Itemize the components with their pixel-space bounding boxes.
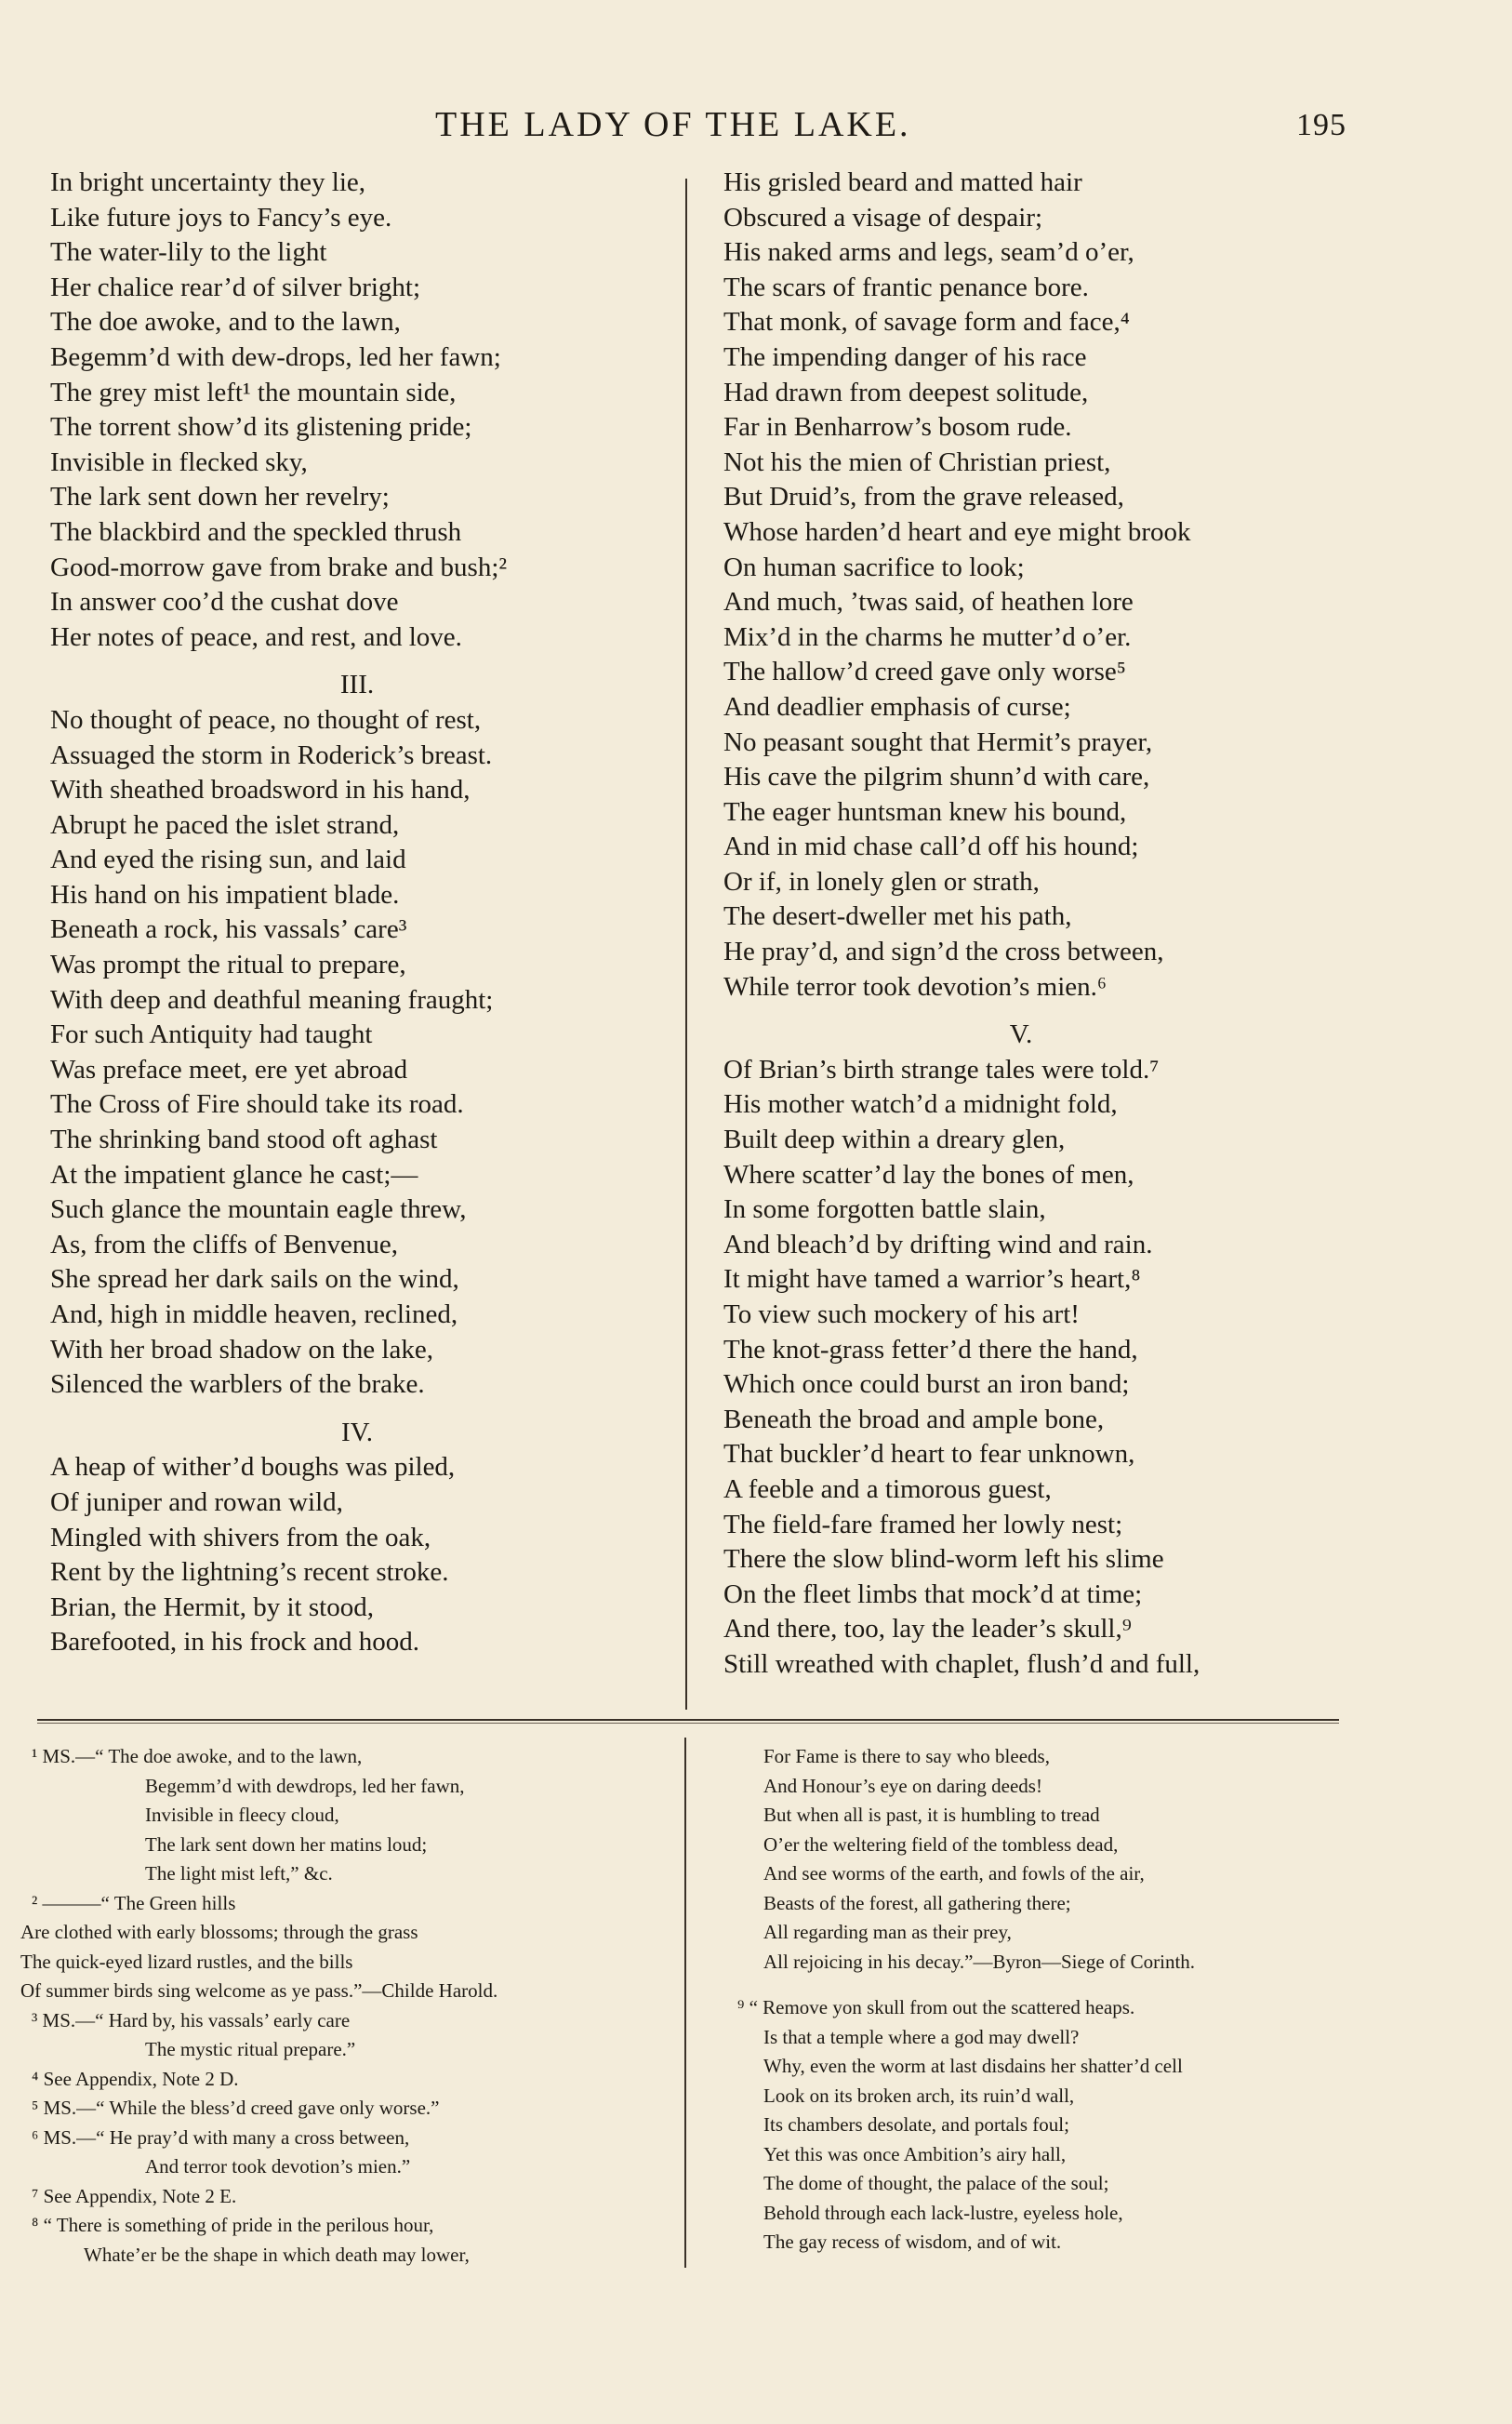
poem-line: No thought of peace, no thought of rest, [50, 704, 482, 735]
poem-line: But Druid’s, from the grave released, [723, 482, 1124, 513]
poem-line: Silenced the warblers of the brake. [50, 1369, 425, 1400]
footnote-line: And Honour’s eye on daring deeds! [763, 1774, 1042, 1797]
footnote-rule [37, 1719, 1339, 1721]
footnote-line: O’er the weltering field of the tombless dead, [763, 1832, 1119, 1856]
poem-line: At the impatient glance he cast;— [50, 1159, 418, 1190]
poem-line: Mix’d in the charms he mutter’d o’er. [723, 621, 1132, 652]
poem-line: The hallow’d creed gave only worse⁵ [723, 657, 1126, 687]
poem-line: With deep and deathful meaning fraught; [50, 984, 494, 1015]
footnote-line: Beasts of the forest, all gathering there; [763, 1891, 1071, 1914]
poem-line: On the fleet limbs that mock’d at time; [723, 1578, 1143, 1609]
footnote-line: ¹ MS.—“ The doe awoke, and to the lawn, [32, 1745, 363, 1767]
stanza-number: IV. [340, 1417, 374, 1447]
poem-line: His grisled beard and matted hair [723, 167, 1082, 197]
poem-line: Had drawn from deepest solitude, [723, 377, 1089, 407]
footnote-line: But when all is past, it is humbling to tread [763, 1804, 1100, 1826]
footnote-line: The lark sent down her matins loud; [145, 1832, 428, 1856]
stanza-gap [50, 1403, 658, 1416]
poem-line: Still wreathed with chaplet, flush’d and full, [723, 1648, 1200, 1679]
poem-line: Not his the mien of Christian priest, [723, 446, 1111, 477]
poem-line: Brian, the Hermit, by it stood, [50, 1592, 374, 1622]
poem-line: And in mid chase call’d off his hound; [723, 832, 1139, 862]
footnote-line: Its chambers desolate, and portals foul; [763, 2113, 1069, 2136]
poem-line: Her chalice rear’d of silver bright; [50, 272, 421, 302]
poem-line: Of Brian’s birth strange tales were told.⁷ [723, 1054, 1160, 1085]
poem-line: Her notes of peace, and rest, and love. [50, 621, 462, 652]
stanza-number: III. [339, 670, 375, 700]
poem-line: The Cross of Fire should take its road. [50, 1089, 464, 1120]
poem-column-left [50, 166, 658, 1660]
poem-line: Like future joys to Fancy’s eye. [50, 202, 392, 233]
poem-line: Beneath the broad and ample bone, [723, 1404, 1105, 1434]
footnote-line: The mystic ritual prepare.” [145, 2038, 356, 2060]
page-number: 195 [1296, 108, 1346, 142]
poem-line: That buckler’d heart to fear unknown, [723, 1439, 1135, 1470]
poem-line: The scars of frantic penance bore. [723, 272, 1089, 302]
poem-line: Far in Benharrow’s bosom rude. [723, 412, 1072, 443]
poem-line: With sheathed broadsword in his hand, [50, 775, 471, 806]
poem-line: Invisible in flecked sky, [50, 446, 308, 477]
poem-column-right [723, 166, 1393, 1683]
poem-line: Mingled with shivers from the oak, [50, 1522, 431, 1552]
poem-line: The eager huntsman knew his bound, [723, 796, 1127, 827]
poem-line: He pray’d, and sign’d the cross between, [723, 937, 1164, 967]
poem-line: With her broad shadow on the lake, [50, 1334, 433, 1365]
poem-line: In answer coo’d the cushat dove [50, 587, 399, 618]
footnote-line: Behold through each lack-lustre, eyeless hole, [763, 2201, 1123, 2224]
poem-line: No peasant sought that Hermit’s prayer, [723, 726, 1153, 757]
footnote-line: ⁸ “ There is something of pride in the perilous hour, [32, 2214, 434, 2236]
poem-line: As, from the cliffs of Benvenue, [50, 1229, 398, 1259]
poem-line: While terror took devotion’s mien.⁶ [723, 971, 1107, 1002]
footnote-line: Why, even the worm at last disdains her shatter’d cell [763, 2055, 1183, 2077]
footnote-column-divider [684, 1738, 686, 2268]
poem-line: The water-lily to the light [50, 237, 327, 268]
poem-line: Of juniper and rowan wild, [50, 1486, 343, 1517]
poem-line: The blackbird and the speckled thrush [50, 516, 462, 547]
footnote-line: Are clothed with early blossoms; through the grass [20, 1921, 418, 1943]
poem-line: Rent by the lightning’s recent stroke. [50, 1557, 449, 1588]
footnote-line: Yet this was once Ambition’s airy hall, [763, 2142, 1067, 2165]
poem-line: His mother watch’d a midnight fold, [723, 1089, 1118, 1120]
poem-line: The desert-dweller met his path, [723, 901, 1072, 932]
poem-line: Which once could burst an iron band; [723, 1369, 1130, 1400]
poem-line: Begemm’d with dew-drops, led her fawn; [50, 341, 501, 372]
poem-line: Assuaged the storm in Roderick’s breast. [50, 739, 493, 770]
footnote-line: For Fame is there to say who bleeds, [763, 1745, 1050, 1767]
poem-line: Abrupt he paced the islet strand, [50, 809, 400, 840]
footnote-line: Is that a temple where a god may dwell? [763, 2025, 1080, 2048]
poem-line: And there, too, lay the leader’s skull,⁹ [723, 1614, 1132, 1645]
footnote-line: And terror took devotion’s mien.” [145, 2155, 411, 2178]
poem-line: And, high in middle heaven, reclined, [50, 1299, 458, 1329]
footnote-line: ⁹ “ Remove yon skull from out the scattered heaps. [737, 1996, 1135, 2018]
footnote-line: ³ MS.—“ Hard by, his vassals’ early care [32, 2008, 351, 2031]
poem-line: The shrinking band stood oft aghast [50, 1125, 438, 1155]
column-divider [685, 179, 687, 1710]
poem-line: The doe awoke, and to the lawn, [50, 307, 401, 338]
poem-line: And much, ’twas said, of heathen lore [723, 587, 1134, 618]
footnote-line: All regarding man as their prey, [763, 1921, 1012, 1943]
footnote-rule-thin [37, 1723, 1339, 1724]
poem-line: Was preface meet, ere yet abroad [50, 1054, 408, 1085]
poem-line: She spread her dark sails on the wind, [50, 1264, 459, 1295]
footnote-line: And see worms of the earth, and fowls of the air, [763, 1862, 1145, 1885]
poem-line: Good-morrow gave from brake and bush;² [50, 552, 508, 582]
running-header [0, 104, 1512, 156]
footnote-line: Invisible in fleecy cloud, [145, 1804, 339, 1826]
poem-line: There the slow blind-worm left his slime [723, 1544, 1164, 1575]
poem-line: Where scatter’d lay the bones of men, [723, 1159, 1134, 1190]
poem-line: The torrent show’d its glistening pride; [50, 412, 472, 443]
stanza-number: V. [1009, 1019, 1033, 1050]
poem-line: That monk, of savage form and face,⁴ [723, 307, 1130, 338]
footnote-line: ² ———“ The Green hills [32, 1891, 236, 1914]
footnote-line: Of summer birds sing welcome as ye pass.”—Childe Harold. [20, 1979, 498, 2002]
footnote-line: The dome of thought, the palace of the soul; [763, 2172, 1109, 2194]
poem-line: The field-fare framed her lowly nest; [723, 1509, 1123, 1539]
poem-line: In bright uncertainty they lie, [50, 167, 366, 197]
footnote-line: The light mist left,” &c. [145, 1862, 333, 1885]
footnote-line: ⁴ See Appendix, Note 2 D. [32, 2067, 239, 2090]
poem-line: Such glance the mountain eagle threw, [50, 1194, 467, 1225]
footnote-line: The gay recess of wisdom, and of wit. [763, 2231, 1062, 2253]
poem-line: The knot-grass fetter’d there the hand, [723, 1334, 1138, 1365]
footnotes-left [20, 1742, 671, 2270]
poem-line: On human sacrifice to look; [723, 552, 1025, 582]
poem-line: His hand on his impatient blade. [50, 879, 400, 910]
poem-line: The lark sent down her revelry; [50, 482, 390, 513]
stanza-gap [50, 655, 658, 668]
footnotes-right [721, 1742, 1353, 2258]
footnote-line: Begemm’d with dewdrops, led her fawn, [145, 1774, 465, 1797]
poem-line: His cave the pilgrim shunn’d with care, [723, 762, 1150, 792]
footnote-line: Look on its broken arch, its ruin’d wall, [763, 2084, 1075, 2107]
poem-line: A heap of wither’d boughs was piled, [50, 1452, 456, 1483]
footnote-line: ⁶ MS.—“ He pray’d with many a cross between, [32, 2125, 410, 2149]
poem-line: The impending danger of his race [723, 341, 1087, 372]
footnote-line: Whate’er be the shape in which death may lower, [84, 2243, 470, 2266]
poem-line: To view such mockery of his art! [723, 1299, 1080, 1329]
poem-line: For such Antiquity had taught [50, 1019, 373, 1050]
footnote-line: The quick-eyed lizard rustles, and the bills [20, 1950, 353, 1973]
poem-line: In some forgotten battle slain, [723, 1194, 1046, 1225]
poem-line: The grey mist left¹ the mountain side, [50, 377, 457, 407]
poem-line: Whose harden’d heart and eye might brook [723, 516, 1191, 547]
poem-line: And bleach’d by drifting wind and rain. [723, 1229, 1153, 1259]
poem-line: It might have tamed a warrior’s heart,⁸ [723, 1264, 1141, 1295]
poem-line: Obscured a visage of despair; [723, 202, 1043, 233]
footnote-line: All rejoicing in his decay.”—Byron—Siege of Corinth. [763, 1950, 1196, 1973]
poem-line: His naked arms and legs, seam’d o’er, [723, 237, 1134, 268]
poem-line: Or if, in lonely glen or strath, [723, 866, 1040, 897]
footnote-line: ⁵ MS.—“ While the bless’d creed gave only worse.” [32, 2097, 440, 2119]
poem-line: Beneath a rock, his vassals’ care³ [50, 914, 407, 945]
poem-line: Barefooted, in his frock and hood. [50, 1627, 420, 1658]
poem-line: And deadlier emphasis of curse; [723, 691, 1071, 722]
running-title: THE LADY OF THE LAKE. [435, 105, 911, 144]
footnote-gap [721, 1977, 1353, 1993]
poem-line: A feeble and a timorous guest, [723, 1473, 1052, 1504]
stanza-gap [723, 1005, 1393, 1018]
poem-line: Was prompt the ritual to prepare, [50, 950, 406, 980]
poem-line: And eyed the rising sun, and laid [50, 845, 406, 875]
footnote-line: ⁷ See Appendix, Note 2 E. [32, 2184, 237, 2207]
poem-line: Built deep within a dreary glen, [723, 1125, 1066, 1155]
